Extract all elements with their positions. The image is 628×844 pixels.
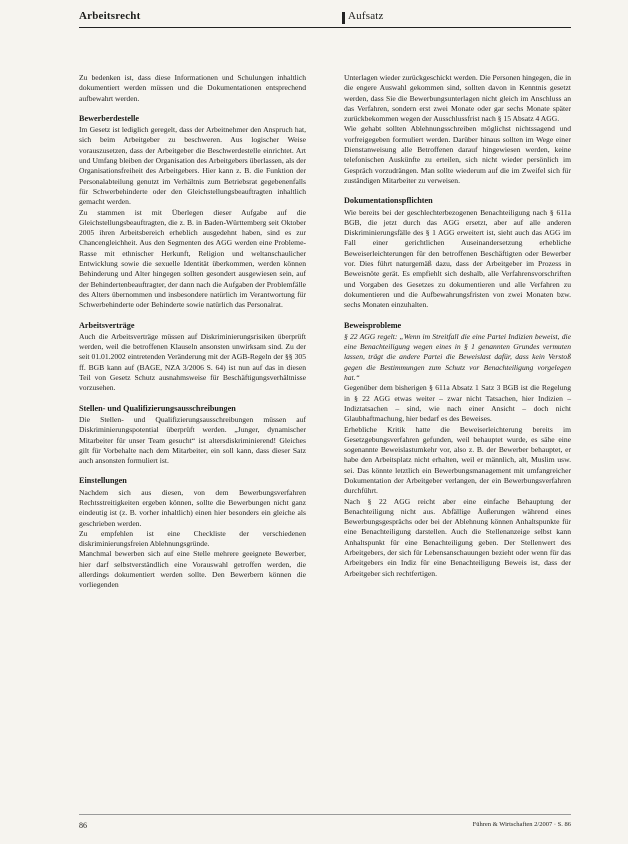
intro-paragraph: Zu bedenken ist, dass diese Informationen und Schulungen inhaltlich dokumentiert werden müssen und die Dokumentationen entsprechend aufbewahrt werden. <box>79 73 306 103</box>
journal-reference: Führen & Wirtschaften 2/2007 · S. 86 <box>472 821 571 828</box>
paragraph: Im Gesetz ist lediglich geregelt, dass der Arbeitnehmer den Anspruch hat, sich beim Arbeitgeber zu beschweren. Aus logischer Weise vorauszusetzen, dass der Arbeitgeber die Beschwerdestelle einrichtet. Art und Umfang bleiben der Organisation des Arbeitgebers überlassen, als der Organisationsfreiheit des Arbeitgebers. Hier kann z. B. die Funktion der Personalabteilung genutzt im Verhältnis zum Betriebsrat gegebenenfalls für Schwerbehinderte oder den Gleichstellungsbeauftragten inhaltlich gemacht werden. <box>79 125 306 207</box>
paragraph: Wie bereits bei der geschlechterbezogenen Benachteiligung nach § 611a BGB, die jetzt durch das AGG ersetzt, aber auf alle anderen Diskriminierungsfälle des § 1 AGG erweitert ist, sieht auch das AGG im Fall einer gerichtlichen Auseinandersetzung erhebliche Beweiserleichterungen für den betroffenen Beschäftigten oder Bewerber vor. Dies führt naturgemäß dazu, dass der Arbeitgeber im Prozess in Beweisnöte gerät. Es empfiehlt sich deshalb, alle Verfahrensvorschriften und Vorgaben des Gesetzes zu dokumentieren und alle Verfahren zu dokumentieren und die Aufbewahrungsfristen von zwei Monaten bzw. sechs Monaten einzuhalten. <box>344 207 571 310</box>
section-heading: Arbeitsverträge <box>79 320 135 330</box>
intro-paragraph: Unterlagen wieder zurückgeschickt werden. Die Personen hingegen, die in die engere Auswahl gekommen sind, sollten davon in Kenntnis gesetzt werden, dass Sie die Bewerbungsunterlagen nicht gleich im Anschluss an das Verfahren, sondern erst zwei Monate oder gar sechs Monate später zurückbekommen wegen der Ausschlussfrist nach § 15 Absatz 4 AGG. <box>344 73 571 124</box>
paragraph: Erhebliche Kritik hatte die Beweiserleichterung bereits im Gesetzgebungsverfahren gefunden, weil behauptet wurde, es sähe eine sogenannte Beweislastumkehr vor, also z. B. der Bewerber behauptet, er habe den Arbeitsplatz nicht erhalten, weil er männlich, alt, Muslim usw. sei. Das könnte letztlich ein Bewerbungsmanagement mit umfangreicher Dokumentation der Arbeitgeber verlangen, der ein Bewerbungsverfahren durchführt. <box>344 424 571 496</box>
paragraph: Zu empfehlen ist eine Checkliste der verschiedenen diskriminierungsfreien Ablehnungsgründe. <box>79 528 306 549</box>
paragraph: Wie gehabt sollten Ablehnungsschreiben möglichst nichtssagend und vorfreigegeben formuliert werden. Darüber hinaus sollten im Wege einer Dienstanweisung alle Betroffenen darauf hingewiesen werden, keine telefonischen Auskünfte zu erteilen, sich nicht wieder persönlich im Gespräch vorzudrängen. Man sollte wiederum auf die im Zweifel sich für zuständigen Mitarbeiter zu verweisen. <box>344 124 571 185</box>
paragraph: Zu stammen ist mit Überlegen dieser Aufgabe auf die Gleichstellungsbeauftragten, die z. B. in Baden-Württemberg seit Oktober 2005 ihren Arbeitsbereich erheblich ausgedehnt haben, sind es zur Chancengleichheit. Aus den Segmenten des AGG werden eine Probleme-Rasse mit ethnischer Herkunft, Religion und weltanschaulicher Entwicklung sowie die sexuelle Identität überkommen, werden können Behinderung und Alter hingegen sollten gesondert ausgewiesen sein, auf der Behindertenbeauftragter, der dann nach die Aufgaben der Problemfälle des Alters übernommen und insbesondere natürlich im Verantwortung für Schwerbehinderte oder Behinderte sowie natürlich das Personalrat. <box>79 207 306 310</box>
right-column <box>344 73 571 589</box>
left-column <box>79 73 306 601</box>
paragraph: Auch die Arbeitsverträge müssen auf Diskriminierungsrisiken überprüft werden, weil die betroffenen Klauseln ansonsten unwirksam sind. Zu der seit 01.01.2002 eintretenden Veränderung mit der AGB-Regeln der §§ 305 ff. BGB kann auf (BAGE, NZA 3/2006 S. 64) ist nun auf das in diesen Teil von Gesetz Schutz ausnahmsweise für Beschäftigungsverhältnisse vorzusehen. <box>79 331 306 393</box>
paragraph: Die Stellen- und Qualifizierungsausschreibungen müssen auf Diskriminierungspotential überprüft werden. „Junger, dynamischer Mitarbeiter für unser Team gesucht“ ist altersdiskriminierend! Gleiches gilt für Vorbehalte nach dem Mitarbeiter, ein soll kann, dass dieser Satz auch ansonsten formuliert ist. <box>79 414 306 466</box>
section-arbeitsvertraege <box>79 321 306 394</box>
section-heading: Dokumentationspflichten <box>344 196 433 206</box>
page-header <box>79 10 571 27</box>
header-rule <box>79 27 571 28</box>
section-beschwerdestelle <box>79 114 306 311</box>
page-number: 86 <box>79 821 87 830</box>
paragraph: Gegenüber dem bisherigen § 611a Absatz 1 Satz 3 BGB ist die Regelung in § 22 AGG etwas weiter – zwar nicht Tatsachen, hier Indizien – Indiztatsachen – sind, wie nach einer Ansicht – doch nicht Glaubhaftmachung, hier bedarf es des Beweises. <box>344 383 571 424</box>
section-heading: Einstellungen <box>79 476 127 486</box>
section-dokumentationspflichten <box>344 196 571 310</box>
section-heading: Beweisprobleme <box>344 320 402 330</box>
paragraph: Nach § 22 AGG reicht aber eine einfache Behauptung der Benachteiligung nicht aus. Abfällige Äußerungen während eines Bewerbungsgesprächs oder bei der Ablehnung können Anhaltspunkte für eine Benachteiligung darstellen. Auch die Stellenanzeige selbst kann Anhaltspunkt für eine Benachteiligung geben. Der Stellenwert des Arbeitgebers, der sich für Lebensanschauungen bezieht oder wenn für das Arbeitgebers ein Indiz für eine Benachteiligung Beweis ist, dass der Arbeitgeber sich rechtfertigen. <box>344 496 571 578</box>
article-type: Aufsatz <box>348 10 384 22</box>
section-heading: Bewerberdestelle <box>79 113 140 123</box>
section-heading: Stellen- und Qualifizierungsausschreibungen <box>79 403 236 413</box>
section-einstellungen <box>79 476 306 590</box>
statute-quote: § 22 AGG regelt: „Wenn im Streitfall die eine Partei Indizien beweist, die eine Benachteiligung wegen eines in § 1 genannten Grundes vermuten lassen, trägt die andere Partei die Beweislast dafür, dass kein Verstoß gegen die Bestimmungen zum Schutz vor Benachteiligung vorgelegen hat.“ <box>344 331 571 383</box>
section-title: Arbeitsrecht <box>79 10 141 22</box>
section-beweisprobleme <box>344 321 571 579</box>
paragraph: Manchmal bewerben sich auf eine Stelle mehrere geeignete Bewerber, hier darf selbstverständlich eine Vorauswahl getroffen werden, die allerdings dokumentiert werden sollte. Den Bewerbern können die vorliegenden <box>79 549 306 590</box>
paragraph: Nachdem sich aus diesen, von dem Bewerbungsverfahren Rechtsstreitigkeiten ergeben können, sollte die Bewerbungen nicht ganz eindeutig ist (z. B. vorher inhaltlich) einen hier besonders ein gleiche als geschrieben werden. <box>79 487 306 528</box>
header-divider-mark <box>342 12 345 24</box>
section-ausschreibungen <box>79 404 306 467</box>
footer-rule <box>79 814 571 815</box>
